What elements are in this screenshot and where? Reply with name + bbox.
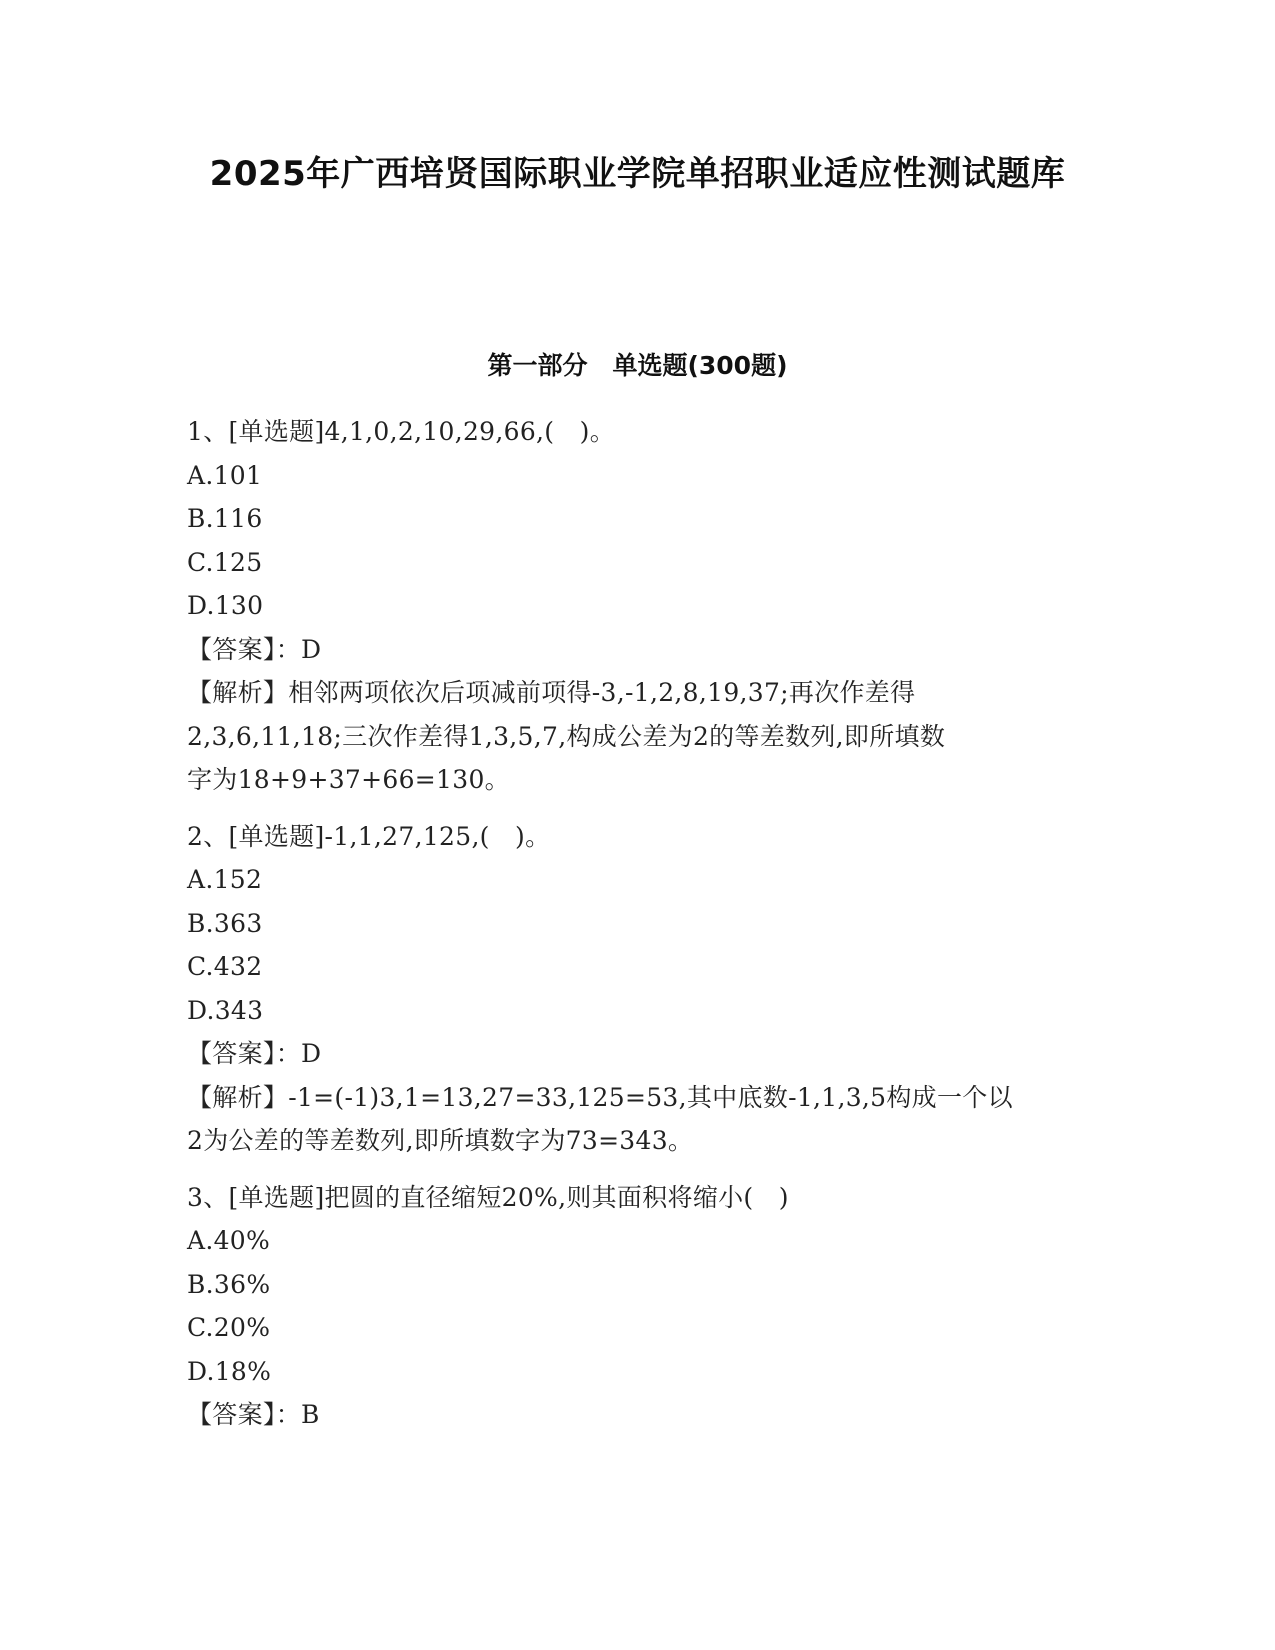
option-c: C.20% <box>187 1313 271 1342</box>
analysis-text: 相邻两项依次后项减前项得-3,-1,2,8,19,37;再次作差得 <box>288 678 916 707</box>
analysis-line-1 <box>187 1076 1087 1120</box>
answer-label: 【答案】： <box>187 1039 302 1068</box>
answer-value: B <box>301 1400 320 1429</box>
analysis-line-3: 字为18+9+37+66=130。 <box>187 765 510 794</box>
analysis-label: 【解析】 <box>187 678 289 707</box>
option-c: C.432 <box>187 952 263 981</box>
answer-line <box>187 628 1087 672</box>
option-a: A.40% <box>187 1226 271 1255</box>
option-a: A.152 <box>187 865 263 894</box>
analysis-line-2: 2,3,6,11,18;三次作差得1,3,5,7,构成公差为2的等差数列,即所填数 <box>187 721 946 751</box>
analysis-text: -1=(-1)3,1=13,27=33,125=53,其中底数-1,1,3,5构成一个以 <box>288 1082 1013 1112</box>
option-c: C.125 <box>187 547 263 577</box>
question-3 <box>187 1176 1087 1437</box>
option-a: A.101 <box>187 460 263 490</box>
analysis-line-2: 2为公差的等差数列,即所填数字为73=343。 <box>187 1126 694 1155</box>
analysis-line-1 <box>187 671 1087 715</box>
answer-label: 【答案】： <box>187 634 302 664</box>
question-stem: 3、[单选题]把圆的直径缩短20%,则其面积将缩小( ) <box>187 1182 789 1212</box>
answer-label: 【答案】： <box>187 1400 302 1429</box>
option-b: B.363 <box>187 908 263 938</box>
option-d: D.343 <box>187 995 264 1025</box>
question-2 <box>187 815 1087 1163</box>
question-stem: 1、[单选题]4,1,0,2,10,29,66,( )。 <box>187 417 616 446</box>
answer-line <box>187 1393 1087 1437</box>
option-b: B.36% <box>187 1269 271 1299</box>
answer-line <box>187 1032 1087 1076</box>
question-1 <box>187 410 1087 802</box>
question-list <box>187 410 1087 1450</box>
section-title: 第一部分 单选题(300题) <box>487 351 788 380</box>
option-b: B.116 <box>187 504 263 533</box>
answer-value: D <box>301 634 322 664</box>
option-d: D.18% <box>187 1356 272 1386</box>
analysis-label: 【解析】 <box>187 1082 289 1112</box>
document-title: 2025年广西培贤国际职业学院单招职业适应性测试题库 <box>209 154 1066 194</box>
question-stem: 2、[单选题]-1,1,27,125,( )。 <box>187 821 551 851</box>
answer-value: D <box>301 1039 322 1068</box>
option-d: D.130 <box>187 591 264 620</box>
